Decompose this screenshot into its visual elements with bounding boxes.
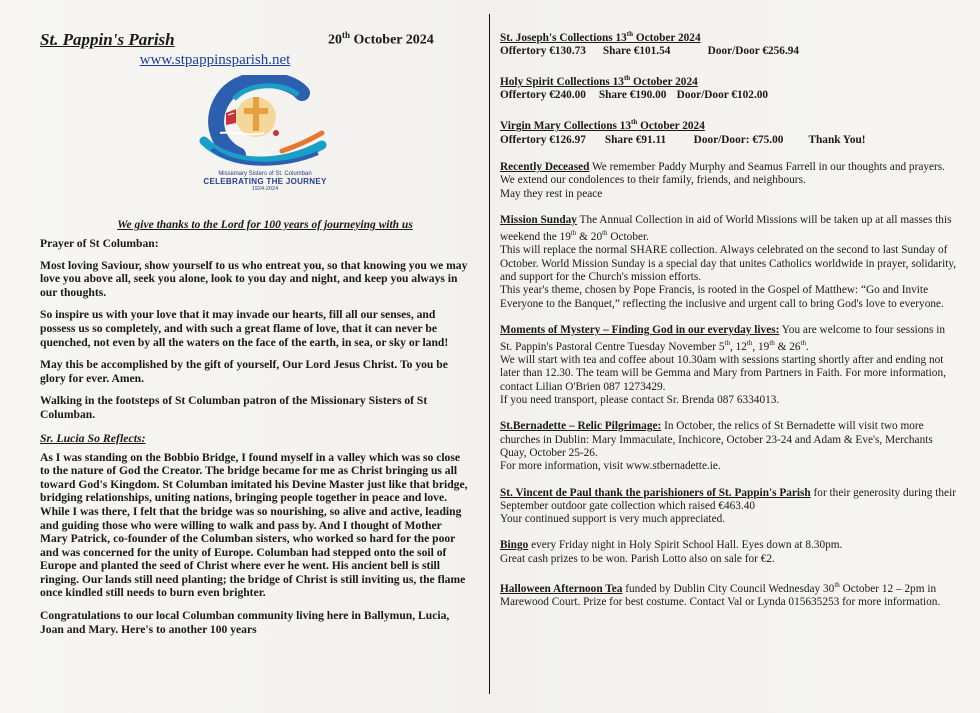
columban-logo xyxy=(190,75,340,211)
prayer-paragraph-2: So inspire us with your love that it may invade our hearts, fill all our senses, and possess us so completely, and with such a great flame of love, that it can never be quenched, not even by all the waters on the face of the earth, in sea, or sky or land! xyxy=(40,308,449,349)
st-joseph-collections xyxy=(500,28,960,58)
recently-deceased-title: Recently Deceased xyxy=(500,161,590,174)
bingo: Bingo every Friday night in Holy Spirit School Hall. Eyes down at 8.30pm. Great cash prizes to be won. Parish Lotto also on sale for €2. xyxy=(500,539,843,565)
recently-deceased: Recently Deceased We remember Paddy Murphy and Seamus Farrell in our thoughts and prayers. We extend our condolences to their family, friends, and neighbours. May they rest in peace xyxy=(500,161,946,200)
left-column xyxy=(40,28,470,645)
st-bernadette-pilgrimage: St.Bernadette – Relic Pilgrimage: In October, the relics of St Bernadette will visit two more churches in Dublin: Mary Immaculate, Inchicore, October 23-24 and Adam & Eve's, Merchants Quay, October 25-26. For more information, visit www.stbernadette.ie. xyxy=(500,420,933,473)
right-column xyxy=(500,28,960,619)
logo-caption-line1: Missionary Sisters of St. Columban xyxy=(218,171,312,177)
moments-of-mystery-title: Moments of Mystery – Finding God in our everyday lives: xyxy=(500,323,780,336)
st-joseph-title: St. Joseph's Collections 13th October 2024 xyxy=(500,30,701,44)
svp-title: St. Vincent de Paul thank the parishioners of St. Pappin's Parish xyxy=(500,486,811,499)
moments-of-mystery: Moments of Mystery – Finding God in our everyday lives: You are welcome to four sessions in St. Pappin's Pastoral Centre Tuesday November 5th, 12th, 19th & 26th. We will start with tea and coffee about 10.30am with sessions starting shortly after and ending not later than 12.30. The team will be Gemma and Mary from Partners in Faith. For more information, contact Lilian O'Brien 087 1273429. If you need transport, please contact Sr. Brenda 087 6334013. xyxy=(500,323,946,407)
logo-caption xyxy=(180,171,350,192)
virgin-mary-title: Virgin Mary Collections 13th October 2024 xyxy=(500,118,705,133)
thanks-heading: We give thanks to the Lord for 100 years of journeying with us xyxy=(117,219,413,231)
prayer-paragraph-1: Most loving Saviour, show yourself to us who entreat you, so that knowing you we may love you above all, seek you alone, look to you day and night, and keep you always in our thoughts. xyxy=(40,258,468,299)
column-divider xyxy=(489,14,490,694)
holy-spirit-title: Holy Spirit Collections 13th October 2024 xyxy=(500,74,698,89)
parish-name: St. Pappin's Parish xyxy=(40,30,175,49)
prayer-paragraph-3: May this be accomplished by the gift of yourself, Our Lord Jesus Christ. To you be glory for ever. Amen. xyxy=(40,358,448,385)
reflects-title: Sr. Lucia So Reflects: xyxy=(40,430,146,445)
website-link[interactable]: www.stpappinsparish.net xyxy=(139,52,291,68)
logo-c-emblem-icon xyxy=(190,75,340,175)
virgin-mary-amounts: Offertory €126.97 Share €91.11 Door/Door: €75.00 Thank You! xyxy=(500,133,866,146)
holy-spirit-amounts: Offertory €240.00 Share €190.00 Door/Door €102.00 xyxy=(500,89,769,102)
mission-sunday-title: Mission Sunday xyxy=(500,213,577,226)
thank-you-text: Thank You! xyxy=(808,133,866,146)
congrats-paragraph: Congratulations to our local Columban community living here in Ballymun, Lucia, Joan and Mary. Here's to another 100 years xyxy=(40,609,450,636)
walking-paragraph: Walking in the footsteps of St Columban patron of the Missionary Sisters of St Columban. xyxy=(40,394,428,421)
virgin-mary-collections xyxy=(500,117,960,147)
halloween-tea: Halloween Afternoon Tea funded by Dublin City Council Wednesday 30th October 12 – 2pm in Marewood Court. Prize for best costume. Contact Val or Lynda 015635253 for more information. xyxy=(500,581,941,609)
holy-spirit-collections xyxy=(500,72,960,102)
halloween-title: Halloween Afternoon Tea xyxy=(500,582,623,595)
reflects-body: As I was standing on the Bobbio Bridge, I found myself in a valley which was so close to the nature of God the Creator. The bridge became for me as Christ bringing us all toward God's Kingdom. St Columban imitated his Devine Master just like that bridge, bridging relationships, uniting nations, bringing people together in peace and love. While I was there, I felt that the bridge was so nourishing, so alive and active, leading and guiding those who were willing to walk and pass by. And I thought of Mother Mary Patrick, co-founder of the Columban sisters, who worked so hard for the poor and was concerned for the unity of Europe. Columban had stepped onto the soil of Europe and planted the seed of Christ where ever he went. His ancient bell is still ringing. Our lands still need planting; the bridge of Christ is still inviting us, the flame once kindled still needs to burn even brighter. xyxy=(40,450,468,600)
st-joseph-amounts: Offertory €130.73 Share €101.54 Door/Door €256.94 xyxy=(500,45,800,58)
header xyxy=(40,28,470,50)
st-bernadette-website[interactable]: For more information, visit www.stbernadette.ie. xyxy=(500,460,721,473)
st-bernadette-title: St.Bernadette – Relic Pilgrimage: xyxy=(500,420,662,433)
st-vincent-de-paul: St. Vincent de Paul thank the parishioners of St. Pappin's Parish for their generosity during their September outdoor gate collection which raised €463.40 Your continued support is very much appreciated. xyxy=(500,486,956,526)
logo-caption-line3: 1924-2024 xyxy=(251,186,279,192)
prayer-title: Prayer of St Columban: xyxy=(40,237,159,250)
logo-caption-line2: CELEBRATING THE JOURNEY xyxy=(203,177,327,186)
issue-date: 20th October 2024 xyxy=(328,30,434,48)
mission-sunday: Mission Sunday The Annual Collection in aid of World Missions will be taken up at all masses this weekend the 19th & 20th October. This will replace the normal SHARE collection. Always celebrated on the second to last Sunday of October. World Mission Sunday is a special day that unites Catholics worldwide in prayer, solidarity, and support for the Church's mission efforts. This year's theme, chosen by Pope Francis, is rooted in the Gospel of Matthew: “Go and Invite Everyone to the Banquet,” reflecting the inclusive and urgent call to bring God's love to everyone. xyxy=(500,213,957,310)
bingo-title: Bingo xyxy=(500,539,529,552)
